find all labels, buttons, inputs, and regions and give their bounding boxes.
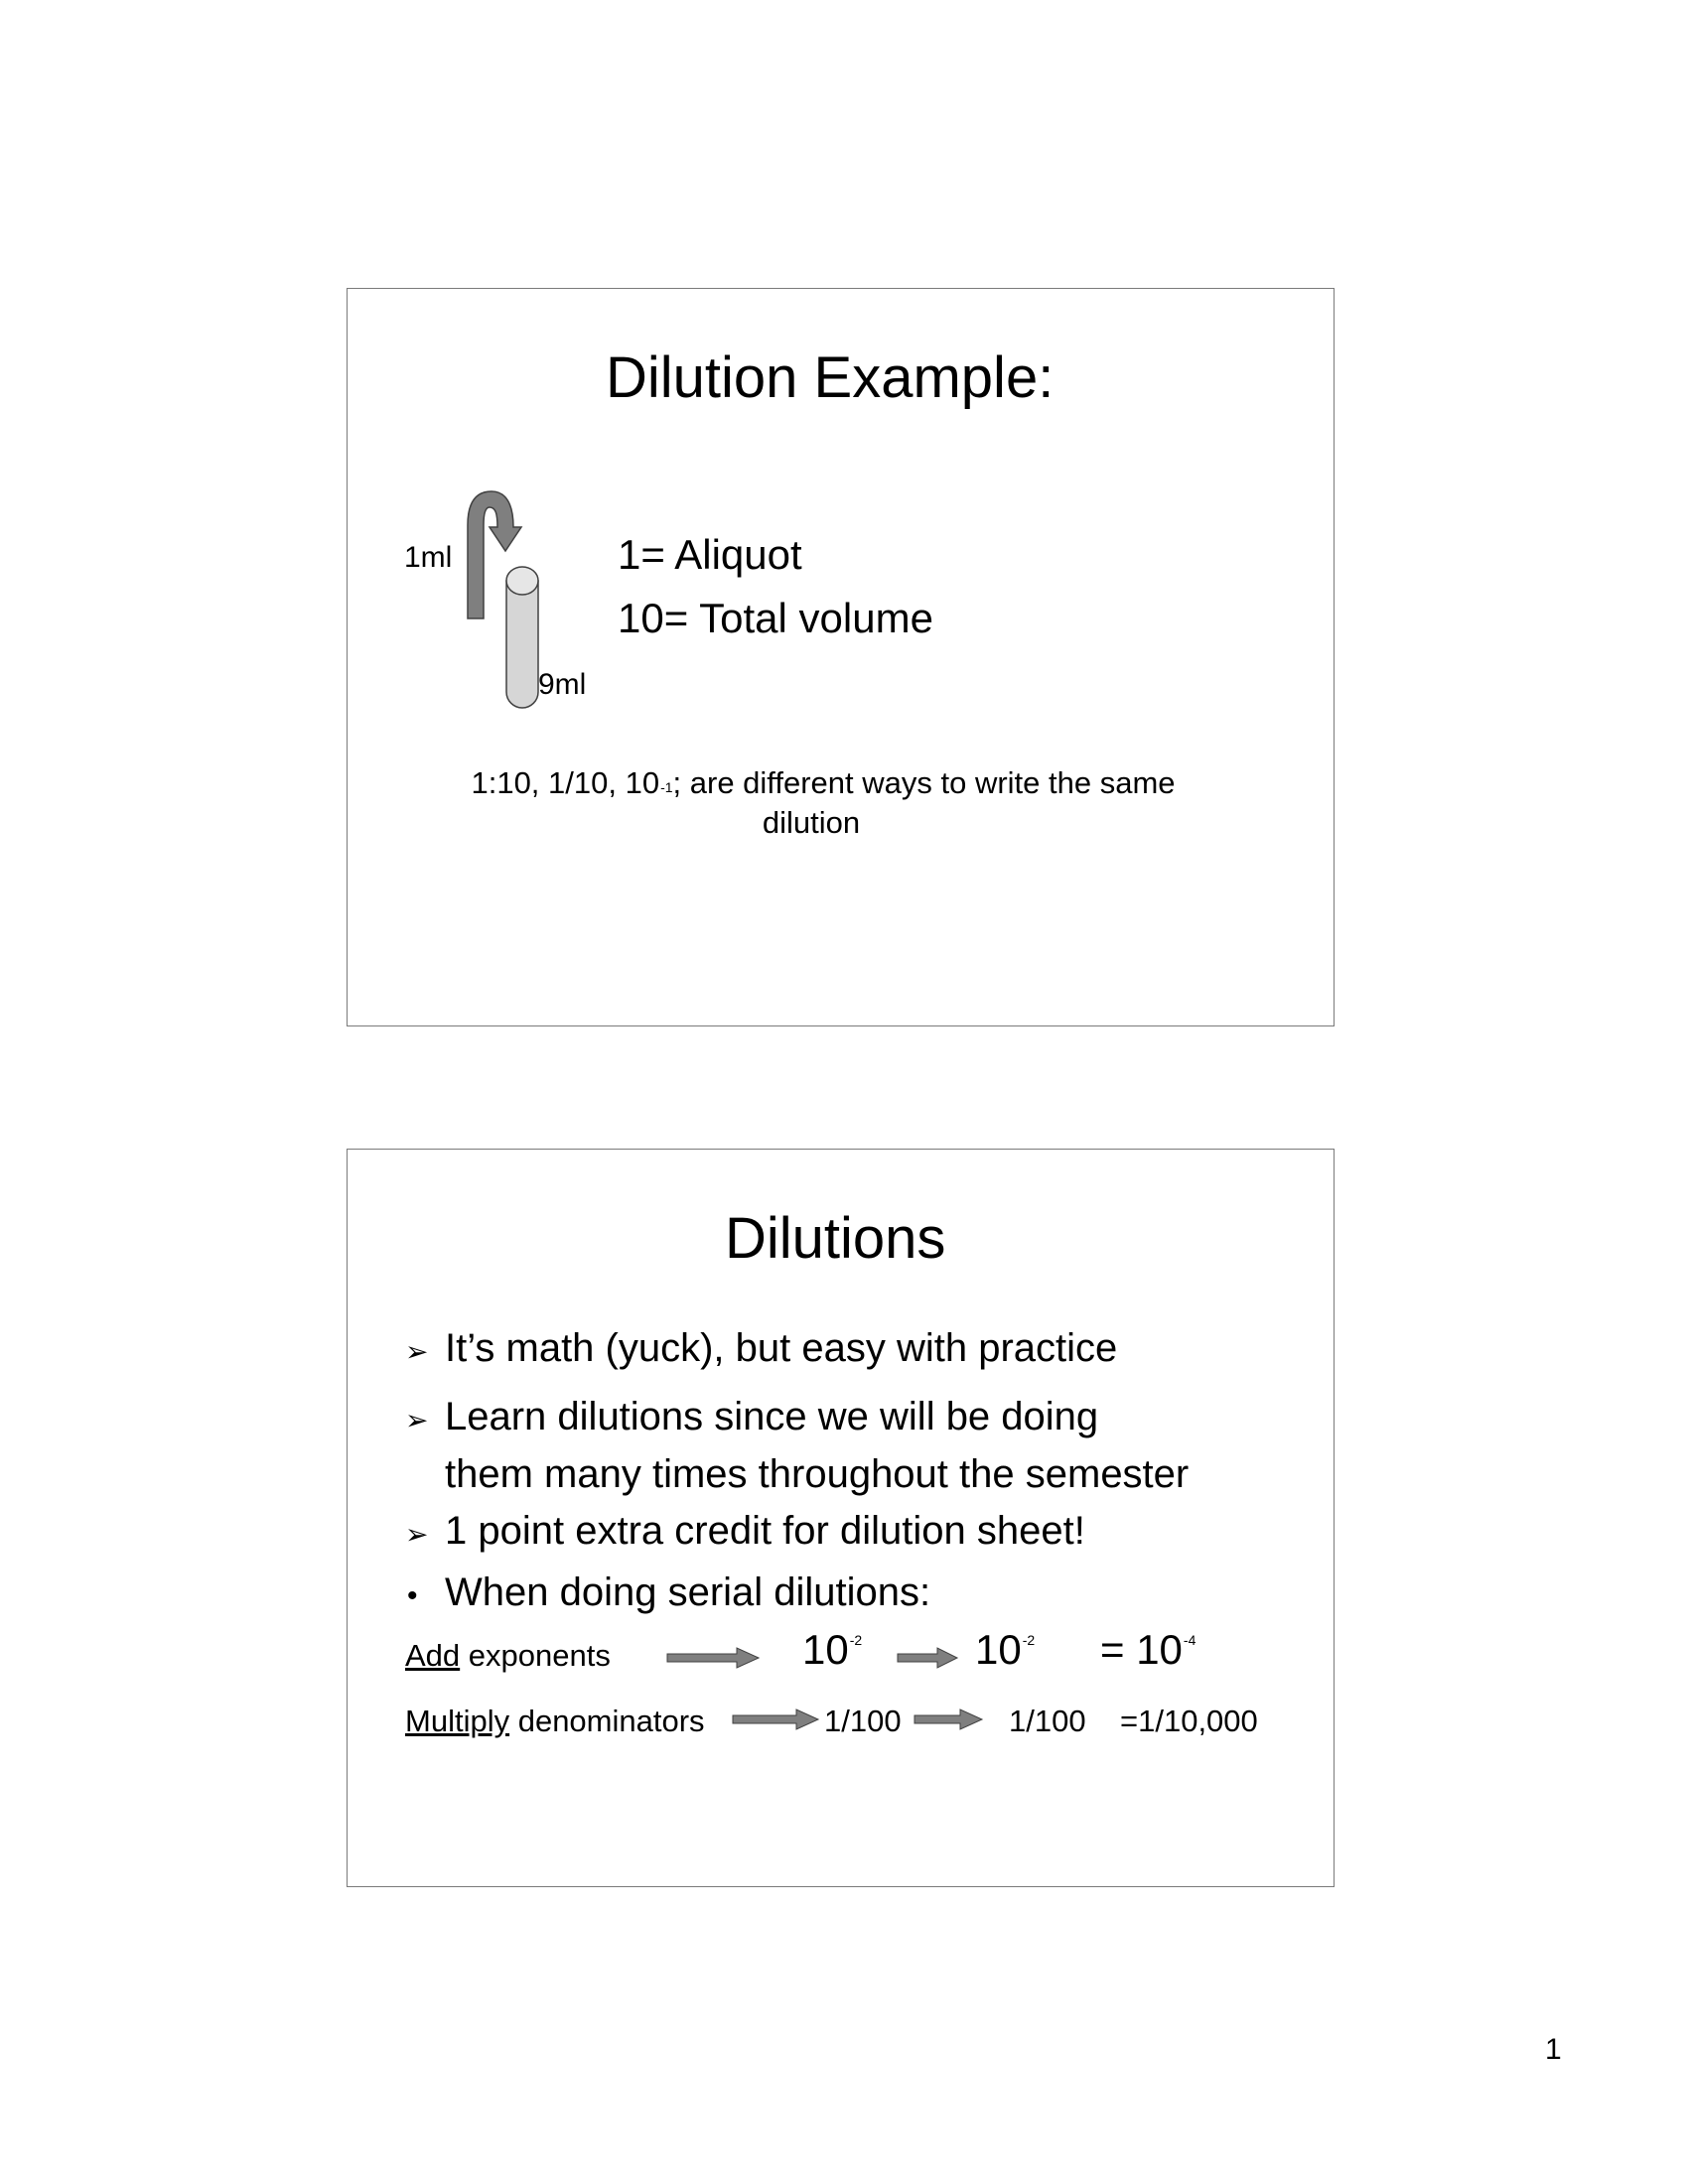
multiply-underlined: Multiply — [405, 1704, 510, 1738]
right-arrow-icon — [913, 1707, 984, 1731]
test-tube-icon — [502, 565, 542, 712]
bullet-text: When doing serial dilutions: — [445, 1570, 931, 1614]
result-base: = 10 — [1100, 1626, 1183, 1673]
slide-title: Dilutions — [725, 1206, 946, 1271]
denominator-result: =1/10,000 — [1120, 1704, 1258, 1738]
note-part2: ; are different ways to write the same — [672, 765, 1176, 800]
term-base: 10 — [975, 1626, 1022, 1673]
note-part1: 1:10, 1/10, 10 — [471, 765, 660, 800]
bullet-item — [405, 1390, 1189, 1501]
bullet-text-continued: them many times throughout the semester — [445, 1452, 1190, 1496]
exponent-result — [1100, 1626, 1196, 1674]
volume-label-9ml: 9ml — [538, 668, 587, 701]
bullet-dot-icon: • — [407, 1579, 418, 1612]
exponent-term-1 — [802, 1626, 862, 1674]
term-exponent: -2 — [849, 1632, 863, 1648]
page-number: 1 — [1545, 2033, 1562, 2066]
term-exponent: -2 — [1022, 1632, 1036, 1648]
denominator-term-2: 1/100 — [1009, 1704, 1086, 1738]
bullet-arrow-icon: ➢ — [405, 1405, 429, 1435]
bullet-item — [405, 1509, 1085, 1554]
term-base: 10 — [802, 1626, 849, 1673]
right-arrow-icon — [665, 1645, 761, 1671]
bullet-text: It’s math (yuck), but easy with practice — [445, 1326, 1118, 1370]
bullet-item — [405, 1326, 1117, 1371]
exponent-term-2 — [975, 1626, 1035, 1674]
right-arrow-icon — [731, 1707, 820, 1731]
bullet-arrow-icon: ➢ — [405, 1336, 429, 1367]
bullet-arrow-icon: ➢ — [405, 1519, 429, 1550]
add-exponents-label — [405, 1638, 611, 1674]
slide-dilutions — [347, 1149, 1335, 1887]
dilution-note — [348, 763, 1333, 843]
volume-label-1ml: 1ml — [404, 541, 453, 574]
slide-title: Dilution Example: — [606, 345, 1055, 410]
multiply-denominators-label — [405, 1704, 705, 1739]
right-arrow-icon — [896, 1645, 959, 1671]
total-volume-line: 10= Total volume — [618, 595, 933, 641]
note-superscript: -1 — [660, 779, 673, 795]
aliquot-line: 1= Aliquot — [618, 531, 802, 578]
add-rest: exponents — [460, 1638, 611, 1673]
bullet-item — [405, 1570, 930, 1615]
multiply-rest: denominators — [509, 1704, 705, 1738]
add-underlined: Add — [405, 1638, 461, 1673]
denominator-term-1: 1/100 — [824, 1704, 902, 1738]
note-line2: dilution — [762, 805, 861, 840]
bullet-text: 1 point extra credit for dilution sheet! — [445, 1509, 1085, 1553]
slide-dilution-example — [347, 288, 1335, 1026]
bullet-text: Learn dilutions since we will be doing — [445, 1395, 1099, 1438]
result-exponent: -4 — [1183, 1632, 1196, 1648]
